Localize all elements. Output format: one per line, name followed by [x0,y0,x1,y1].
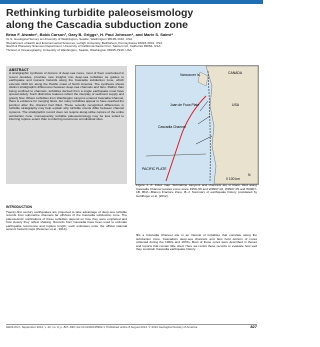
intro-heading: INTRODUCTION [6,205,32,209]
author-list: Brian F. Atwater¹, Bobb Carson², Gary B. Griggs³, H. Paul Johnson⁴, and Marie S. Salmi⁴ [6,32,173,37]
index-map [136,66,258,184]
abstract-text: A stratigraphic synthesis of dozens of deep-sea cores, most of them overlooked in recent decades, provides new insights into deep-sea turbidites as guides to earthquake and tsunami hazards along the Cascadia subduction zone, which extends 1100 km along the Pacific coast of North America. The synthesis shows distinct stratigraphic differences between deep-sea channels and fans. Rather than being confined to channels, turbidites derived from a single earthquake must have spread widely. Such distinctive features reflect the interplay of sediment supply and gravity flow. Where turbidites from Washington canyons entered Cascadia Channel, there is evidence for merging flows, but many turbidites appear to have reached the junction after the channel had filled. These recently recognized differences in turbidite stratigraphy may help explain why turbidite counts differ between channel systems. The stratigraphic record does not require along-strike rupture of the entire subduction zone. Consequently, turbidite paleoseismology may be less suited to inferring rupture extent than to inferring recurrence at individual sites. [9,71,124,122]
paper-title: Rethinking turbidite paleoseismology along the Cascadia subduction zone [6,7,194,31]
affiliation-3: ³Earth & Planetary Sciences Department, University of California-Santa Cruz, Santa Cruz, California 95064, USA [6,44,161,49]
affiliation-4: ⁴School of Oceanography, University of Washington, Seattle, Washington 98195-7940, USA [6,47,132,52]
footer-citation: GEOLOGY, September 2014; v. 42; no. 9; p. 827–830; doi:10.1130/G35902.1; Published online 8 August 2014. © 2014 Geological Society of America. [6,324,257,329]
abstract-box [6,66,127,184]
label-juan-de-fuca: Juan de Fuca Plate [170,103,200,107]
header-bar [0,0,263,4]
abstract-heading: ABSTRACT [9,68,29,72]
figure-caption: Figure 1. A: Index map. Submarine canyons and channels are in black. Red along Cascadia Channel locates cores since 1959–59 and W9907-02, W9907-05 and W9907-1B. BFZ—Blanco Fracture Zone. B–J: Summary of earthquake history postulated by Goldfinger et al. (2012). [136,183,257,198]
label-north: N [248,173,251,177]
right-text: fills a Cascadia Channel site in an interval of turbidites that correlate along the subduction zone. Cascadia's deep-sea channels and fans hold dozens of cores collected during the 1960s and 1970s. Most of these cores were described in theses and reports that remain little cited. Here we revisit these records to evaluate how well they constrain Cascadia earthquake history. [136,233,257,252]
label-usa: USA [232,103,239,107]
label-scale: 0 100 km [226,177,240,181]
figure-map [135,65,259,185]
intro-text: Twenty-first century earthquakes are projected to take advantage of deep-sea turbidite records from submarine channels far offshore of the Cascadia subduction zone. The paleoseismic implications of these turbidites depend on how they were emplaced and how closely they reflect shaking. Records from Cascadia have been used to estimate earthquake recurrence and rupture length; such estimates enter the official national seismic hazard maps (Petersen et al., 2014). [6,209,127,232]
label-vancouver: Vancouver Is. [180,73,201,77]
label-canada: CANADA [228,71,243,75]
affiliation-2: ²Department of Earth and Environmental Sciences, Lehigh University, Bethlehem, Pennsylvania 18015-3001, USA [6,40,163,45]
label-cascadia-channel: Cascadia Channel [158,125,186,129]
body-column-left [6,205,127,232]
body-column-right [136,234,257,252]
affiliations [6,38,256,52]
label-pacific-plate: PACIFIC PLATE [142,167,167,171]
affiliation-1: ¹U.S. Geological Survey at University of Washington, Seattle, Washington 98195-1310, USA [6,37,133,41]
page-number: 827 [250,324,257,329]
